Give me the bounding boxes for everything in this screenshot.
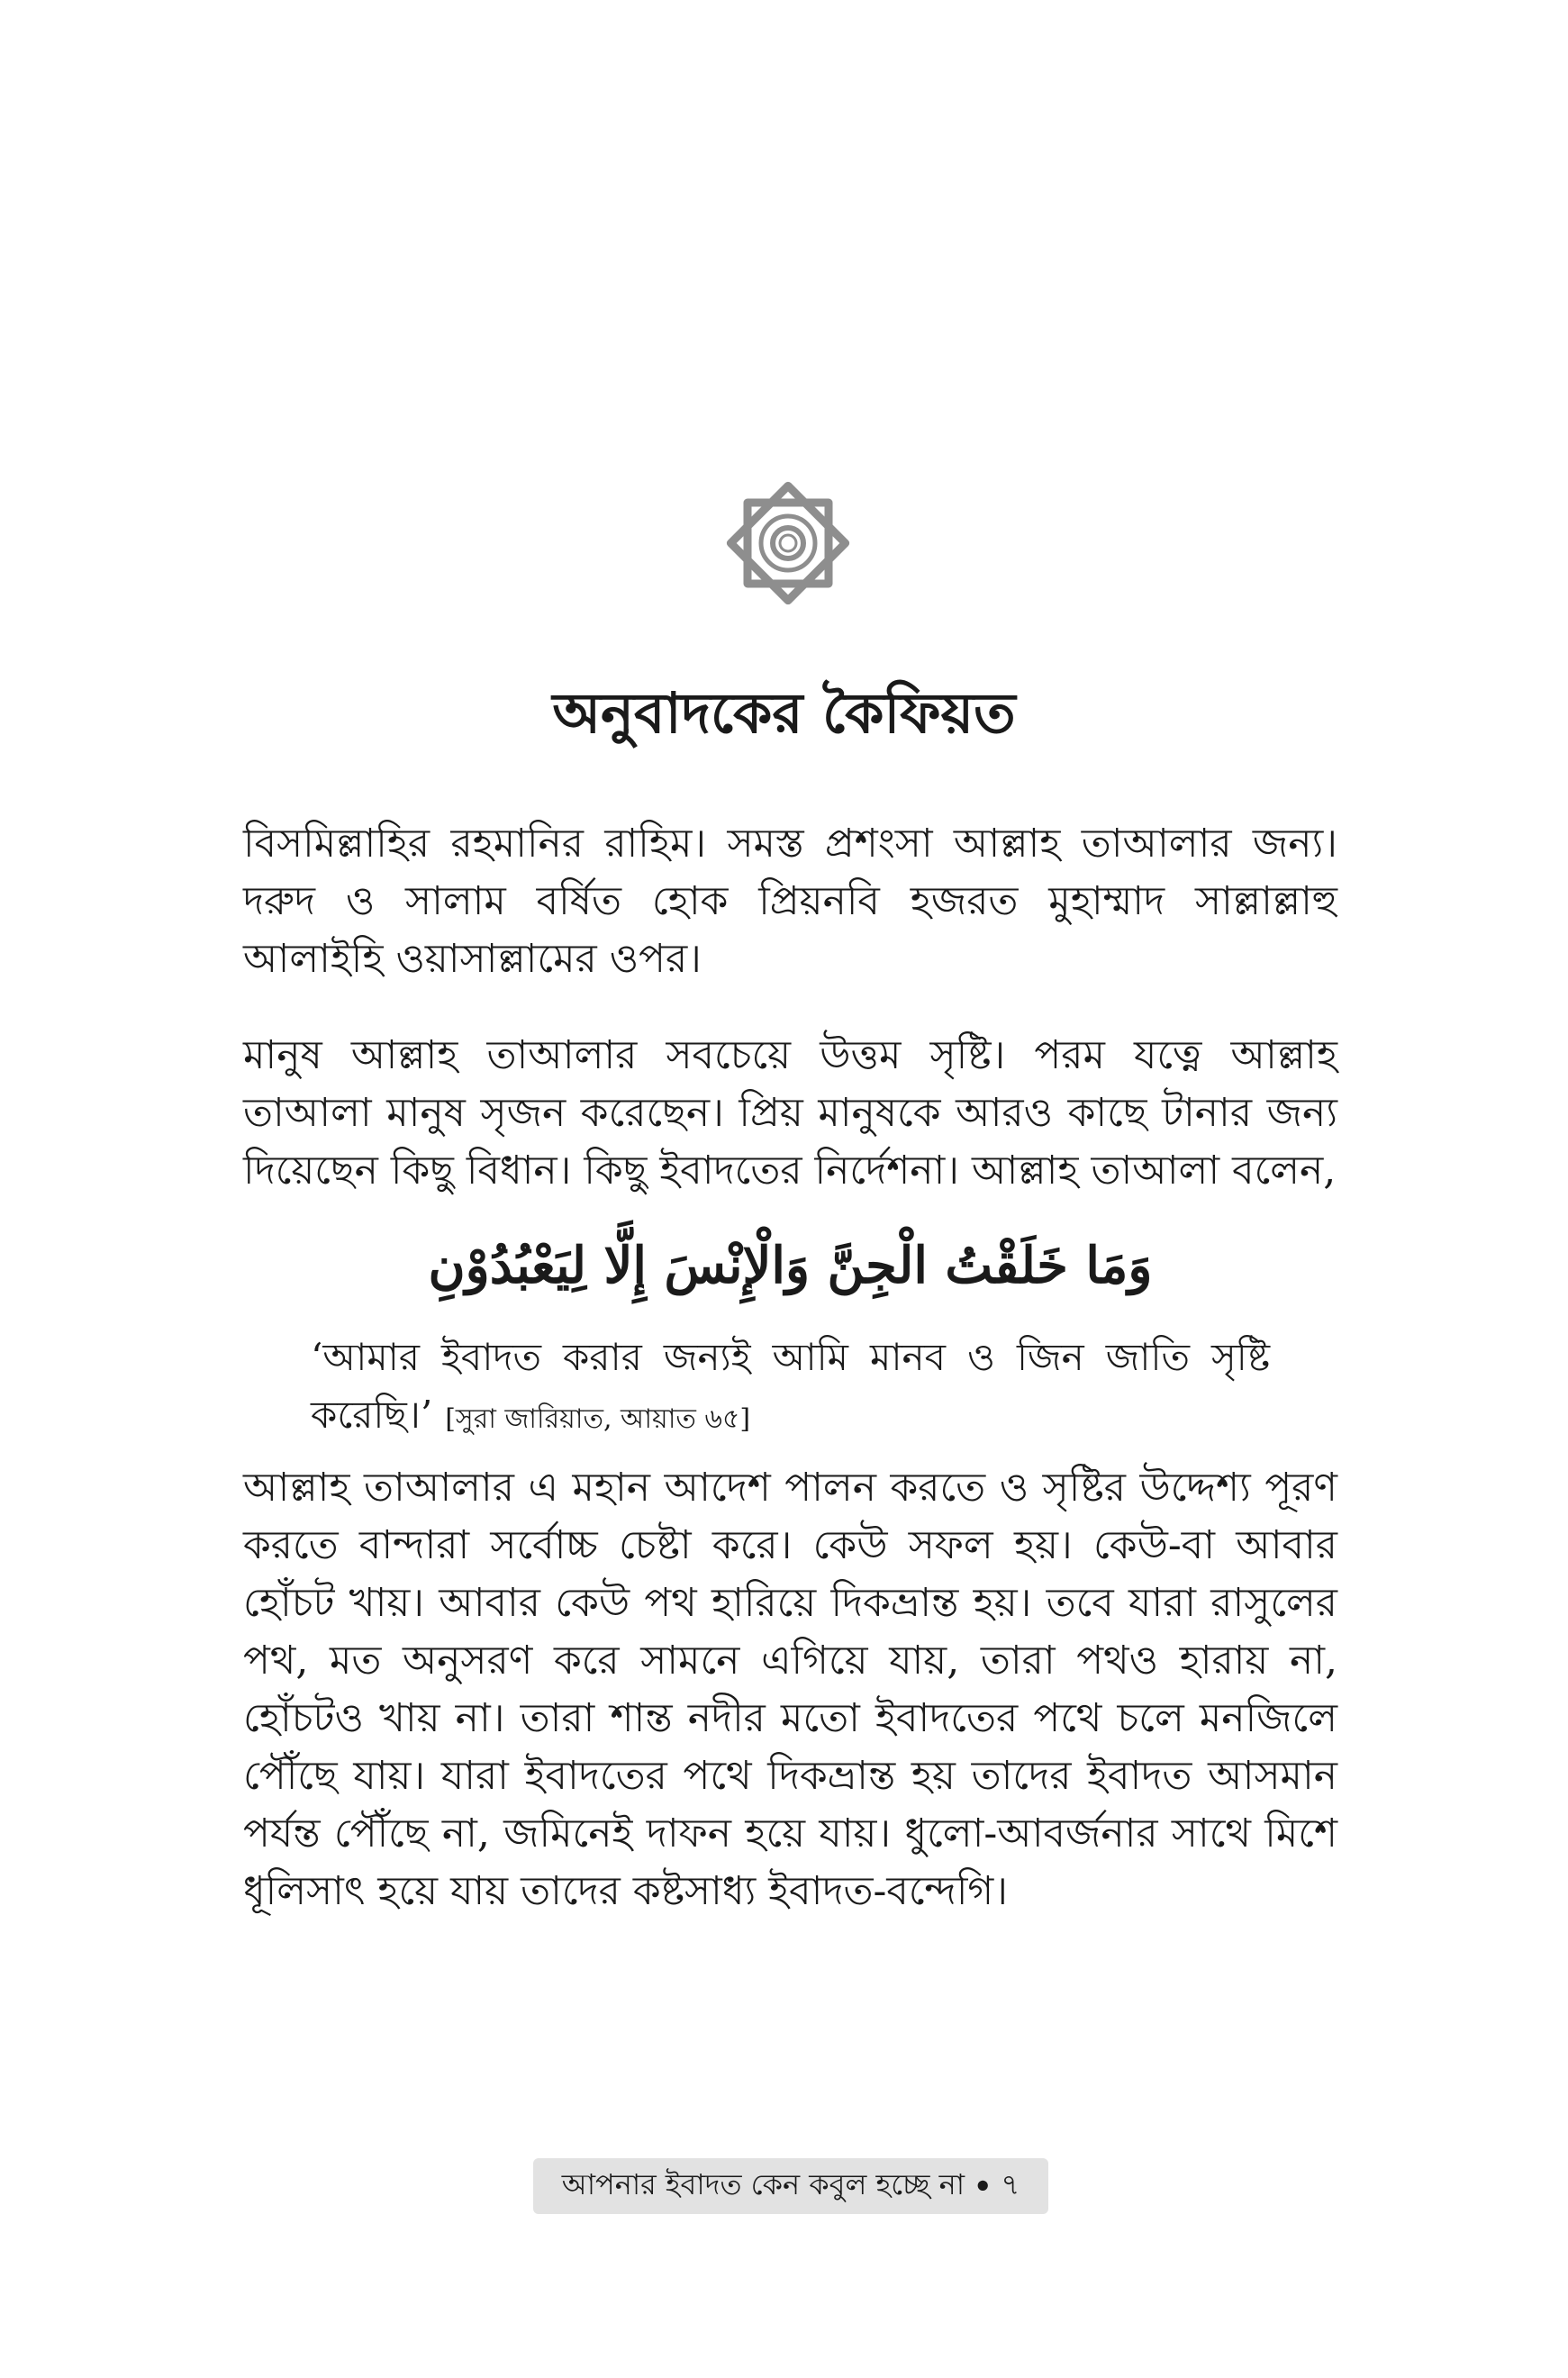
paragraph-intro: বিসমিল্লাহির রহমানির রাহিম। সমস্ত প্রশংসা আল্লাহ তাআলার জন্য। দরুদ ও সালাম বর্ষিত হোক প্রিয়নবি হজরত মুহাম্মাদ সাল্লাল্লাহু আলাইহি ওয়াসাল্লামের ওপর। [243,821,1337,982]
paragraph-worship-path: আল্লাহ তাআলার এ মহান আদেশ পালন করতে ও সৃষ্টির উদ্দেশ্য পূরণ করতে বান্দারা সর্বোচ্চ চেষ্টা করে। কেউ সফল হয়। কেউ-বা আবার হোঁচট খায়। আবার কেউ পথ হারিয়ে দিকভ্রান্ত হয়। তবে যারা রাসুলের পথ, মত অনুসরণ করে সামনে এগিয়ে যায়, তারা পথও হারায় না, হোঁচটও খায় না। তারা শান্ত নদীর মতো ইবাদতের পথে চলে মনজিলে পৌঁছে যায়। যারা ইবাদতের পথে দিকভ্রান্ত হয় তাদের ইবাদত আসমান পর্যন্ত পৌঁছে না, জমিনেই দাফন হয়ে যায়। ধুলো-আবর্জনার সাথে মিশে ধূলিসাৎ হয়ে যায় তাদের কষ্টসাধ্য ইবাদত-বন্দেগি। [243,1465,1337,1914]
footer-book-title: আপনার ইবাদত কেন কবুল হচ্ছে না [561,2167,965,2201]
verse-reference: [সুরা জারিয়াত, আয়াত ৬৫] [445,1403,751,1435]
arabic-verse: وَمَا خَلَقْتُ الْجِنَّ وَالْإِنْسَ إِلَّا لِيَعْبُدُوْنِ [428,1236,1153,1295]
chapter-title: অনুবাদকের কৈফিয়ত [552,680,1016,746]
verse-translation-block [311,1329,1270,1448]
octagram-rosette-icon [722,477,854,609]
paragraph-human-creation: মানুষ আল্লাহ তাআলার সবচেয়ে উত্তম সৃষ্টি। পরম যত্নে আল্লাহ তাআলা মানুষ সৃজন করেছেন। প্রিয় মানুষকে আরও কাছে টানার জন্য দিয়েছেন কিছু বিধান। কিছু ইবাদতের নির্দেশনা। আল্লাহ তাআলা বলেন, [243,1032,1337,1194]
page-number: ৭ [1001,2167,1020,2201]
page-footer [533,2158,1048,2214]
footer-bullet: • [974,2169,992,2203]
verse-translation-text: ‘আমার ইবাদত করার জন্যই আমি মানব ও জিন জাতি সৃষ্টি করেছি।’ [311,1335,1270,1437]
